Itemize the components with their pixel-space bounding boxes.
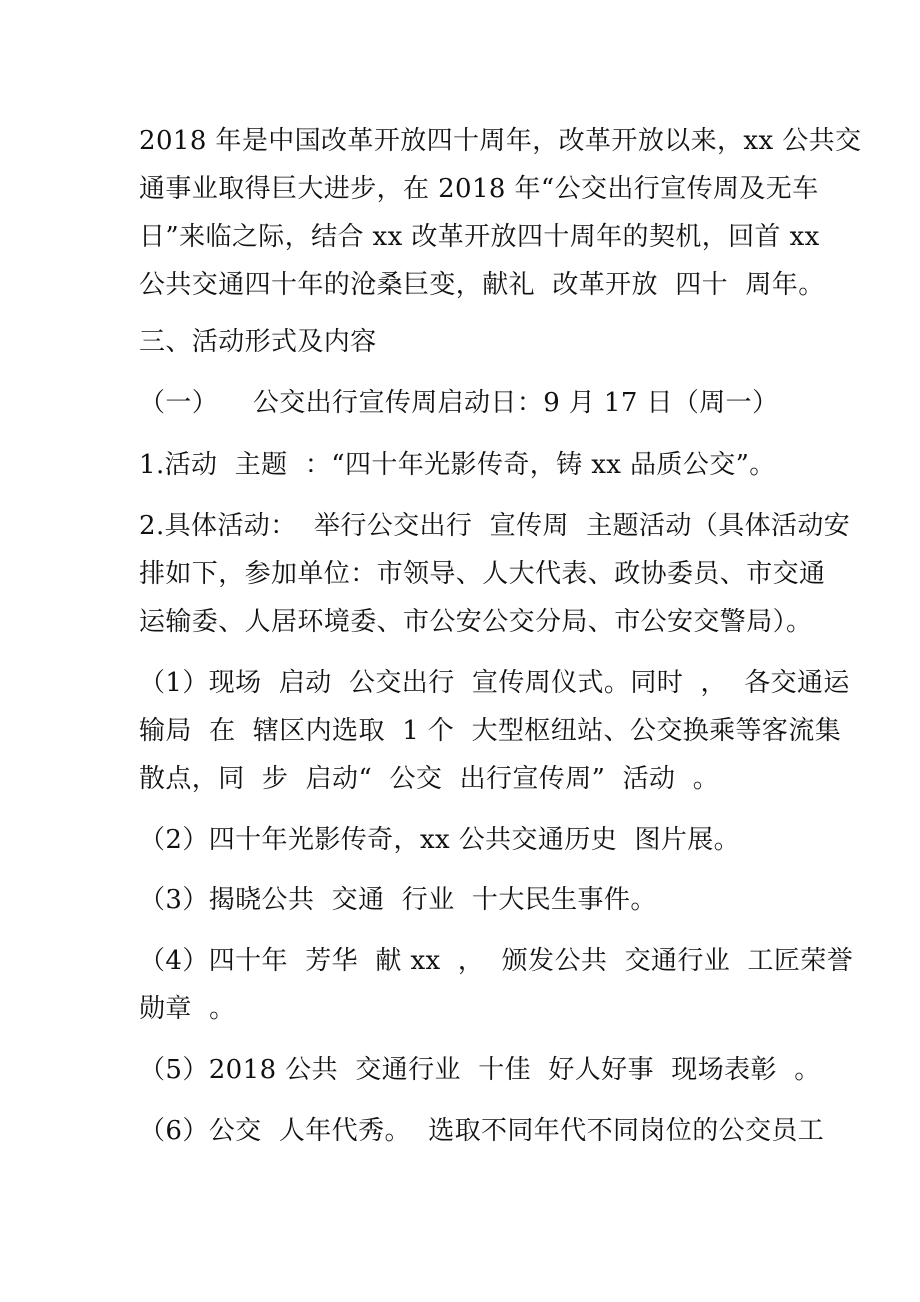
activity-line-2: 排如下，参加单位：市领导、人大代表、政协委员、市交通 xyxy=(139,559,826,589)
section-heading: 三、活动形式及内容 xyxy=(139,327,377,357)
activity-line-1: 2.具体活动： 举行公交出行 宣传周 主题活动（具体活动安 xyxy=(139,511,851,541)
item3-line: （3）揭晓公共 交通 行业 十大民生事件。 xyxy=(139,885,657,915)
intro-line-2: 通事业取得巨大进步，在 2018 年“公交出行宣传周及无车 xyxy=(139,174,819,204)
intro-line-1: 2018 年是中国改革开放四十周年，改革开放以来，xx 公共交 xyxy=(139,126,862,156)
activity-line-3: 运输委、人居环境委、市公安公交分局、市公安交警局）。 xyxy=(139,607,813,637)
item5-line: （5）2018 公共 交通行业 十佳 好人好事 现场表彰 。 xyxy=(139,1055,821,1085)
theme-line: 1.活动 主题 ：“四十年光影传奇，铸 xx 品质公交”。 xyxy=(139,450,776,480)
item4-line-2: 勋章 。 xyxy=(139,994,236,1024)
subsection-heading: （一） 公交出行宣传周启动日：9 月 17 日（周一） xyxy=(139,388,779,418)
item2-line: （2）四十年光影传奇，xx 公共交通历史 图片展。 xyxy=(139,825,741,855)
item1-line-3: 散点，同 步 启动“ 公交 出行宣传周” 活动 。 xyxy=(139,764,720,794)
item6-line: （6）公交 人年代秀。 选取不同年代不同岗位的公交员工 xyxy=(139,1116,825,1146)
item1-line-2: 输局 在 辖区内选取 1 个 大型枢纽站、公交换乘等客流集 xyxy=(139,716,842,746)
intro-line-4: 公共交通四十年的沧桑巨变，献礼 改革开放 四十 周年。 xyxy=(139,270,825,300)
item1-line-1: （1）现场 启动 公交出行 宣传周仪式。同时 ， 各交通运 xyxy=(139,668,850,698)
intro-line-3: 日”来临之际，结合 xx 改革开放四十周年的契机，回首 xx xyxy=(139,222,820,252)
item4-line-1: （4）四十年 芳华 献 xx ， 颁发公共 交通行业 工匠荣誉 xyxy=(139,946,854,976)
